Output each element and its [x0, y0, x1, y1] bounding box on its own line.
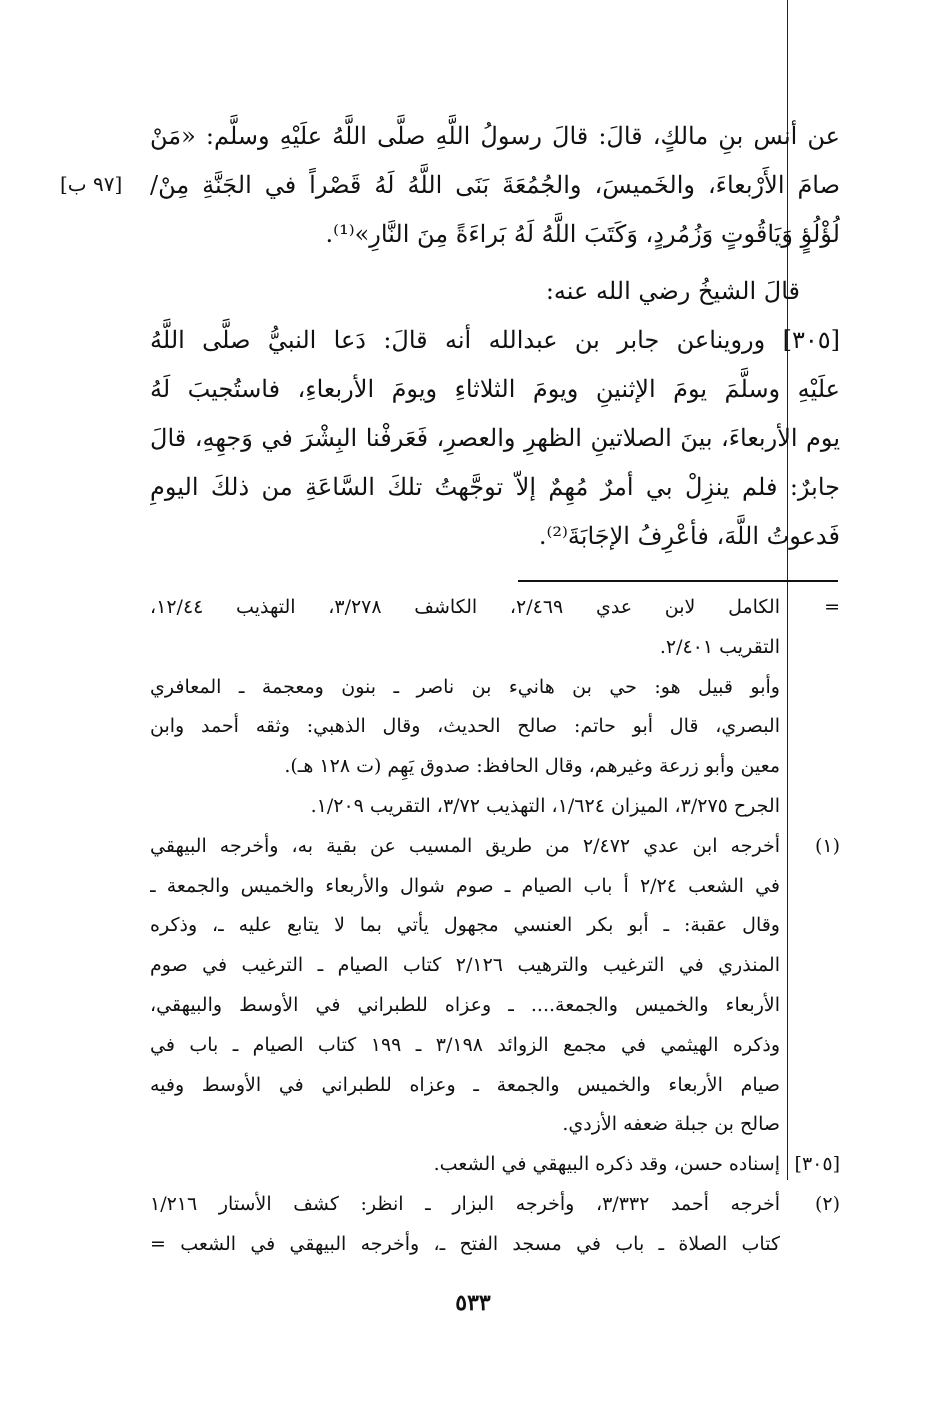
footnotes	[150, 588, 840, 1265]
page-number: ٥٣٣	[455, 1290, 491, 1316]
footnote-label: [٣٠٥]	[794, 1153, 840, 1176]
footnote-line: معين وأبو زرعة وغيرهم، وقال الحافظ: صدوق يَهِم (ت ١٢٨ هـ).	[284, 755, 780, 778]
text-line: فَدعوتُ اللَّهَ، فأعْرِفُ الإجَابَةَ⁽²⁾.	[538, 522, 840, 550]
text-line: جابرٌ: فلم ينزِلْ بي أمرٌ مُهِمٌ إلاّ توجَّهتُ تلكَ السَّاعَةِ من ذلكَ اليومِ	[150, 473, 840, 501]
footnote-line: في الشعب ٢/٢٤ أ باب الصيام ـ صوم شوال والأربعاء والخميس والجمعة ـ	[150, 874, 780, 897]
footnote-continuation	[150, 588, 840, 668]
footnote-text	[150, 668, 780, 827]
footnote-line: أخرجه أحمد ٣/٣٣٢، وأخرجه البزار ـ انظر: كشف الأستار ١/٢١٦	[150, 1192, 780, 1215]
sheikh-heading: قالَ الشيخُ رضي الله عنه:	[545, 277, 800, 305]
hadith-paragraph	[150, 112, 840, 259]
footnote-label: (١)	[814, 834, 840, 857]
footnote-line: صالح بن جبلة ضعفه الأزدي.	[562, 1113, 780, 1136]
footnote-1	[150, 827, 840, 1145]
text-line: عن أنس بنِ مالكٍ، قالَ: قالَ رسولُ اللَّهِ صلَّى اللَّهُ علَيْهِ وسلَّم: «مَنْ	[150, 122, 840, 150]
footnote-text	[150, 588, 780, 668]
footnote-text	[150, 1185, 780, 1265]
text-line: [٣٠٥] ورويناعن جابر بن عبدالله أنه قالَ: دَعا النبيُّ صلَّى اللَّهُ	[150, 326, 840, 354]
footnote-narrator-note	[150, 668, 840, 827]
footnote-line: البصري، قال أبو حاتم: صالح الحديث، وقال الذهبي: وثقه أحمد وابن	[150, 715, 780, 738]
footnote-2	[150, 1185, 840, 1265]
footnote-label: (٢)	[814, 1192, 840, 1215]
footnote-text	[150, 1145, 780, 1185]
hadith-305-paragraph	[150, 316, 840, 561]
footnote-line: وأبو قبيل هو: حي بن هانيء بن ناصر ـ بنون ومعجمة ـ المعافري	[150, 675, 780, 698]
text-line: علَيْهِ وسلَّمَ يومَ الإثنينِ ويومَ الثلاثاءِ ويومَ الأربعاءِ، فاستُجيبَ لَهُ	[150, 375, 840, 403]
footnote-line: التقريب ٢/٤٠١.	[659, 635, 780, 658]
footnote-line: أخرجه ابن عدي ٢/٤٧٢ من طريق المسيب عن بقية به، وأخرجه البيهقي	[150, 834, 780, 857]
text-line: لُؤْلُؤٍ وَيَاقُوتٍ وَزُمُردٍ، وَكَتَبَ اللَّهُ لَهُ بَراءَةً مِنَ النَّارِ»⁽¹⁾.	[325, 220, 840, 248]
footnote-line: الجرح ٣/٢٧٥، الميزان ١/٦٢٤، التهذيب ٣/٧٢، التقريب ١/٢٠٩.	[310, 794, 780, 817]
footnote-label: =	[824, 596, 840, 618]
footnote-line: وذكره الهيثمي في مجمع الزوائد ٣/١٩٨ ـ ١٩٩ كتاب الصيام ـ باب في	[150, 1033, 780, 1056]
footnote-line: الكامل لابن عدي ٢/٤٦٩، الكاشف ٣/٢٧٨، التهذيب ١٢/٤٤،	[150, 596, 780, 618]
footnote-line: كتاب الصلاة ـ باب في مسجد الفتح ـ، وأخرجه البيهقي في الشعب =	[150, 1232, 780, 1255]
footnote-line: صيام الأربعاء والخميس والجمعة ـ وعزاه للطبراني في الأوسط وفيه	[150, 1073, 780, 1096]
footnote-line: المنذري في الترغيب والترهيب ٢/١٢٦ كتاب الصيام ـ الترغيب في صوم	[150, 954, 780, 977]
footnote-line: إسناده حسن، وقد ذكره البيهقي في الشعب.	[433, 1153, 780, 1176]
footnote-line: الأربعاء والخميس والجمعة.... ـ وعزاه للطبراني في الأوسط والبيهقي،	[150, 993, 780, 1016]
footnote-separator	[518, 580, 838, 582]
main-text	[150, 112, 840, 561]
footnote-text	[150, 827, 780, 1145]
footnote-line: وقال عقبة: ـ أبو بكر العنسي مجهول يأتي بما لا يتابع عليه ـ، وذكره	[150, 914, 780, 937]
text-line: يوم الأربعاءَ، بينَ الصلاتينِ الظهرِ والعصرِ، فَعَرفْنا البِشْرَ في وَجهِهِ، قالَ	[150, 424, 840, 452]
text-line: صامَ الأَرْبعاءَ، والخَميسَ، والجُمُعَةَ بَنَى اللَّهُ لَهُ قَصْراً في الجَنَّةِ مِنْ/	[150, 171, 840, 199]
footnote-label	[780, 668, 840, 827]
footnote-305	[150, 1145, 840, 1185]
manuscript-folio-reference: [٩٧ ب]	[60, 172, 123, 196]
